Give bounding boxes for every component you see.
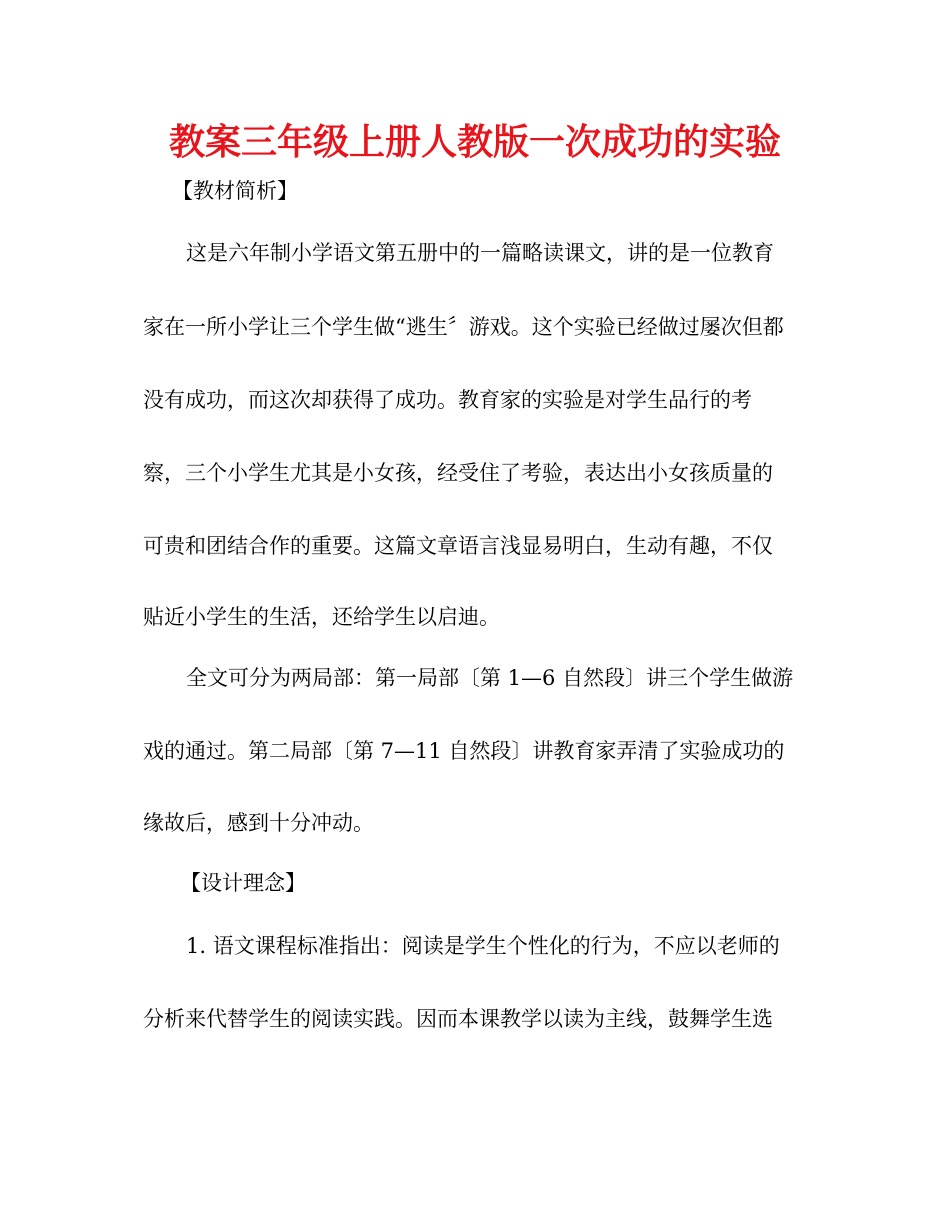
paragraph-line: 察，三个小学生尤其是小女孩，经受住了考验，表达出小女孩质量的 (143, 461, 773, 485)
paragraph-line: 这是六年制小学语文第五册中的一篇略读课文，讲的是一位教育 (186, 241, 774, 265)
paragraph-line: 戏的通过。第二局部〔第 7—11 自然段〕讲教育家弄清了实验成功的 (143, 739, 785, 763)
document-title: 教案三年级上册人教版一次成功的实验 (168, 122, 781, 163)
paragraph-line: 1. 语文课程标准指出：阅读是学生个性化的行为，不应以老师的 (186, 934, 780, 958)
section-heading-analysis: 【教材简析】 (172, 179, 298, 203)
section-heading-design: 【设计理念】 (180, 871, 306, 895)
paragraph-line: 分析来代替学生的阅读实践。因而本课教学以读为主线，鼓舞学生选 (143, 1007, 773, 1031)
paragraph-line: 缘故后，感到十分冲动。 (143, 811, 374, 835)
paragraph-line: 贴近小学生的生活，还给学生以启迪。 (143, 605, 500, 629)
paragraph-line: 没有成功，而这次却获得了成功。教育家的实验是对学生品行的考 (143, 388, 752, 412)
paragraph-line: 家在一所小学让三个学生做“逃生〞游戏。这个实验已经做过屡次但都 (143, 315, 784, 339)
paragraph-line: 全文可分为两局部：第一局部〔第 1—6 自然段〕讲三个学生做游 (186, 666, 794, 690)
paragraph-line: 可贵和团结合作的重要。这篇文章语言浅显易明白，生动有趣，不仅 (143, 534, 773, 558)
